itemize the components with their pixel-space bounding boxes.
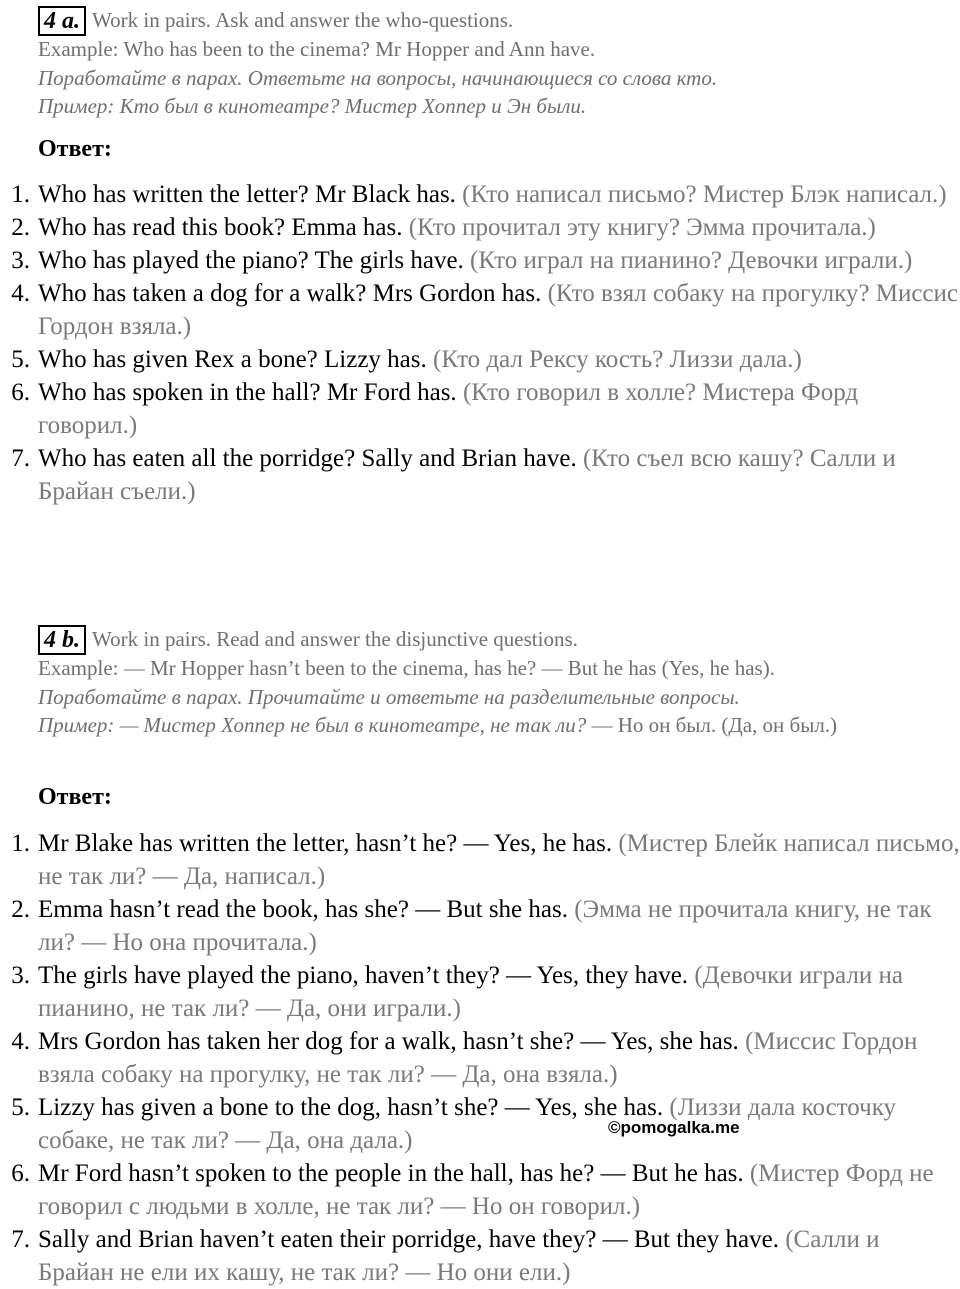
watermark: ©pomogalka.me <box>608 1118 740 1137</box>
answer-english: Who has given Rex a bone? Lizzy has. <box>38 346 427 373</box>
task-4a-instruction: Work in pairs. Ask and answer the who-questions. <box>92 8 514 32</box>
task-4b-example-ru-italic: Пример: — Мистер Хоппер не был в кинотеатре, не так ли? <box>38 713 587 737</box>
answer-russian: (Кто дал Рексу кость? Лиззи дала.) <box>433 346 802 373</box>
task-4b-example: Example: — Mr Hopper hasn’t been to the cinema, has he? — But he has (Yes, he has). <box>38 656 775 680</box>
answer-english: Emma hasn’t read the book, has she? — But she has. <box>38 896 568 923</box>
answer-russian: (Миссис Гордон взяла собаку на прогулку, не так ли? — Да, она взяла.) <box>38 1028 918 1088</box>
answer-russian: (Кто съел всю кашу? Салли и Брайан съели.) <box>38 445 896 505</box>
task-4a <box>38 5 954 121</box>
answer-number: 1. <box>11 830 30 857</box>
answer-english: Lizzy has given a bone to the dog, hasn’t she? — Yes, she has. <box>38 1094 664 1121</box>
answer-number: 3. <box>11 962 30 989</box>
task-4b-example-ru <box>38 711 954 740</box>
answer-item <box>0 343 960 376</box>
answer-number: 2. <box>11 214 30 241</box>
answer-russian: (Мистер Блейк написал письмо, не так ли? — Да, написал.) <box>38 830 960 890</box>
answer-russian: (Кто играл на пианино? Девочки играли.) <box>470 247 913 274</box>
answer-russian: (Кто написал письмо? Мистер Блэк написал.) <box>462 181 947 208</box>
answers-4a-list <box>0 178 960 508</box>
answer-number: 4. <box>11 1028 30 1055</box>
answer-item <box>0 376 960 442</box>
answer-item <box>0 211 960 244</box>
answer-item <box>0 959 960 1025</box>
answer-item <box>0 1091 960 1157</box>
task-4b <box>38 624 954 740</box>
task-4a-badge: 4 a. <box>38 6 86 36</box>
answer-russian: (Кто прочитал эту книгу? Эмма прочитала.) <box>408 214 876 241</box>
answer-russian: (Девочки играли на пианино, не так ли? — Да, они играли.) <box>38 962 903 1022</box>
answer-number: 5. <box>11 1094 30 1121</box>
answer-number: 7. <box>11 1226 30 1253</box>
answer-russian: (Мистер Форд не говорил с людьми в холле, не так ли? — Но он говорил.) <box>38 1160 934 1220</box>
task-4b-example-ru-plain: — Но он был. (Да, он был.) <box>591 713 838 737</box>
answer-label-4b: Ответ: <box>38 784 112 810</box>
answer-number: 5. <box>11 346 30 373</box>
answer-number: 4. <box>11 280 30 307</box>
answer-english: Mrs Gordon has taken her dog for a walk, hasn’t she? — Yes, she has. <box>38 1028 739 1055</box>
task-4b-instruction: Work in pairs. Read and answer the disjunctive questions. <box>92 627 578 651</box>
answer-english: Mr Blake has written the letter, hasn’t he? — Yes, he has. <box>38 830 613 857</box>
answer-number: 2. <box>11 896 30 923</box>
answer-item <box>0 277 960 343</box>
answer-number: 6. <box>11 1160 30 1187</box>
answer-english: Who has read this book? Emma has. <box>38 214 403 241</box>
task-4b-instruction-line <box>38 624 954 654</box>
answer-item <box>0 1223 960 1289</box>
answer-english: Mr Ford hasn’t spoken to the people in the hall, has he? — But he has. <box>38 1160 744 1187</box>
task-4a-instruction-line <box>38 5 954 35</box>
answer-russian: (Эмма не прочитала книгу, не так ли? — Но она прочитала.) <box>38 896 932 956</box>
answer-russian: (Кто взял собаку на прогулку? Миссис Гордон взяла.) <box>38 280 958 340</box>
answer-item <box>0 1025 960 1091</box>
answer-english: Who has written the letter? Mr Black has. <box>38 181 456 208</box>
answer-russian: (Салли и Брайан не ели их кашу, не так ли? — Но они ели.) <box>38 1226 880 1286</box>
answer-english: Who has played the piano? The girls have. <box>38 247 464 274</box>
answer-item <box>0 244 960 277</box>
task-4b-instruction-ru: Поработайте в парах. Прочитайте и ответьте на разделительные вопросы. <box>38 684 740 709</box>
answer-item <box>0 178 960 211</box>
answers-4b-list <box>0 827 960 1289</box>
answer-label-4a: Ответ: <box>38 136 112 162</box>
task-4b-badge: 4 b. <box>38 625 86 655</box>
task-4a-instruction-ru: Поработайте в парах. Ответьте на вопросы, начинающиеся со слова кто. <box>38 65 718 90</box>
answer-english: Sally and Brian haven’t eaten their porridge, have they? — But they have. <box>38 1226 779 1253</box>
task-4a-example: Example: Who has been to the cinema? Mr Hopper and Ann have. <box>38 37 596 61</box>
answer-english: The girls have played the piano, haven’t they? — Yes, they have. <box>38 962 689 989</box>
task-4a-example-ru: Пример: Кто был в кинотеатре? Мистер Хоппер и Эн были. <box>38 94 587 118</box>
answer-russian: (Кто говорил в холле? Мистера Форд говорил.) <box>38 379 859 439</box>
answer-item <box>0 893 960 959</box>
answer-item <box>0 827 960 893</box>
answer-number: 7. <box>11 445 30 472</box>
answer-english: Who has spoken in the hall? Mr Ford has. <box>38 379 457 406</box>
answer-number: 1. <box>11 181 30 208</box>
answer-english: Who has eaten all the porridge? Sally and Brian have. <box>38 445 577 472</box>
answer-number: 3. <box>11 247 30 274</box>
answer-item <box>0 442 960 508</box>
answer-english: Who has taken a dog for a walk? Mrs Gordon has. <box>38 280 542 307</box>
answer-russian: (Лиззи дала косточку собаке, не так ли? — Да, она дала.) <box>38 1094 896 1154</box>
answer-number: 6. <box>11 379 30 406</box>
answer-item <box>0 1157 960 1223</box>
